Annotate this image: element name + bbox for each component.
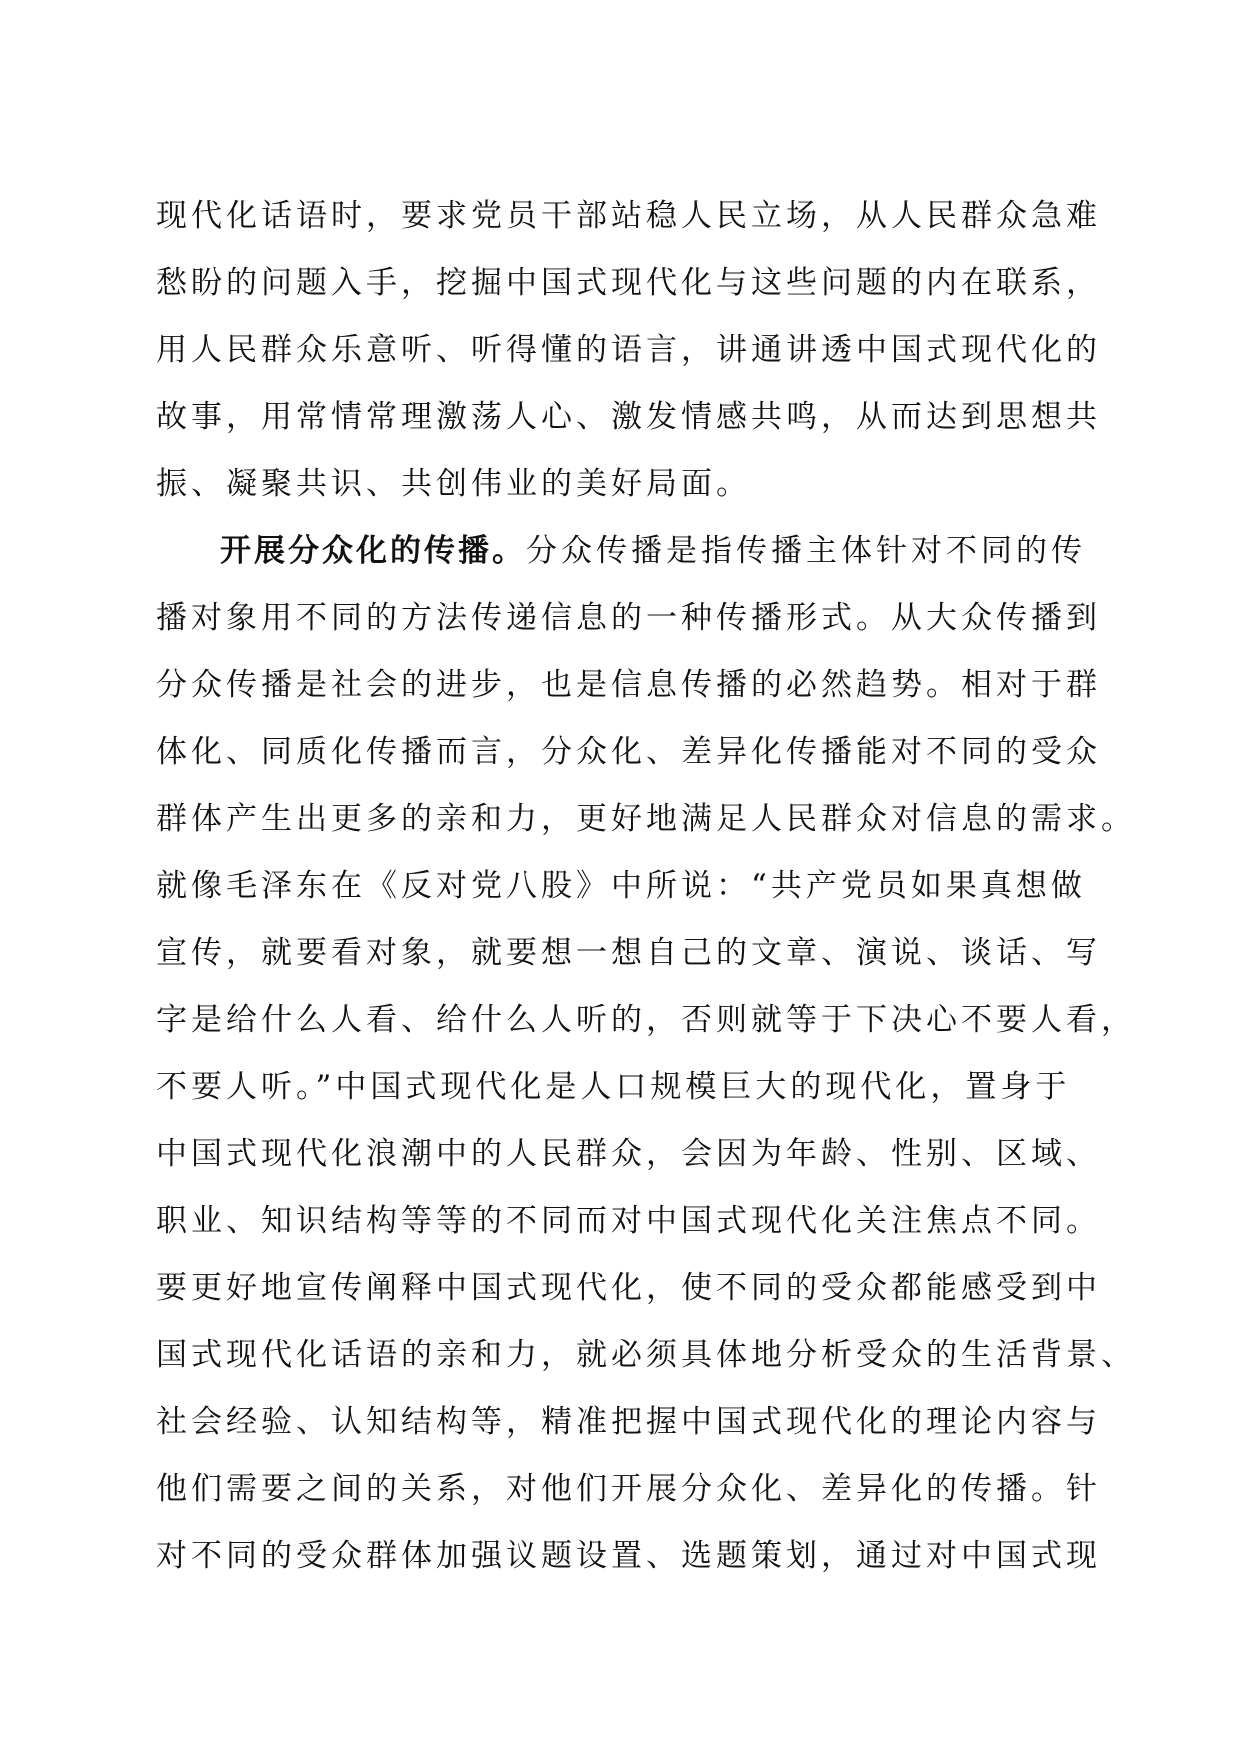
text-line: 他们需要之间的关系，对他们开展分众化、差异化的传播。针	[156, 1471, 1101, 1507]
text-line: 要更好地宣传阐释中国式现代化，使不同的受众都能感受到中	[156, 1270, 1101, 1306]
text-line: 群体产生出更多的亲和力，更好地满足人民群众对信息的需求。	[156, 801, 1136, 837]
paragraph-2-first-line	[156, 518, 1096, 585]
text-line: 体化、同质化传播而言，分众化、差异化传播能对不同的受众	[156, 734, 1101, 770]
text-line: 不要人听。”中国式现代化是人口规模巨大的现代化，置身于	[156, 1069, 1071, 1105]
section-heading: 开展分众化的传播。	[220, 533, 526, 569]
text-line: 宣传，就要看对象，就要想一想自己的文章、演说、谈话、写	[156, 935, 1101, 971]
text-line: 振、凝聚共识、共创伟业的美好局面。	[156, 466, 751, 502]
text-line: 对不同的受众群体加强议题设置、选题策划，通过对中国式现	[156, 1538, 1101, 1574]
text-run: 分众传播是指传播主体针对不同的传	[526, 533, 1086, 569]
text-line: 社会经验、认知结构等，精准把握中国式现代化的理论内容与	[156, 1404, 1101, 1440]
paragraph-1	[156, 183, 1101, 518]
text-line: 分众传播是社会的进步，也是信息传播的必然趋势。相对于群	[156, 667, 1101, 703]
text-line: 职业、知识结构等等的不同而对中国式现代化关注焦点不同。	[156, 1203, 1101, 1239]
text-line: 播对象用不同的方法传递信息的一种传播形式。从大众传播到	[156, 600, 1101, 636]
body-text	[156, 183, 1136, 1590]
text-line: 故事，用常情常理激荡人心、激发情感共鸣，从而达到思想共	[156, 399, 1101, 435]
text-line: 字是给什么人看、给什么人听的，否则就等于下决心不要人看，	[156, 1002, 1136, 1038]
paragraph-2	[156, 518, 1136, 1590]
text-line: 中国式现代化浪潮中的人民群众，会因为年龄、性别、区域、	[156, 1136, 1101, 1172]
text-line: 国式现代化话语的亲和力，就必须具体地分析受众的生活背景、	[156, 1337, 1136, 1373]
text-line: 就像毛泽东在《反对党八股》中所说：“共产党员如果真想做	[156, 868, 1086, 904]
text-line: 用人民群众乐意听、听得懂的语言，讲通讲透中国式现代化的	[156, 332, 1101, 368]
text-line: 现代化话语时，要求党员干部站稳人民立场，从人民群众急难	[156, 198, 1101, 234]
text-line: 愁盼的问题入手，挖掘中国式现代化与这些问题的内在联系，	[156, 265, 1101, 301]
